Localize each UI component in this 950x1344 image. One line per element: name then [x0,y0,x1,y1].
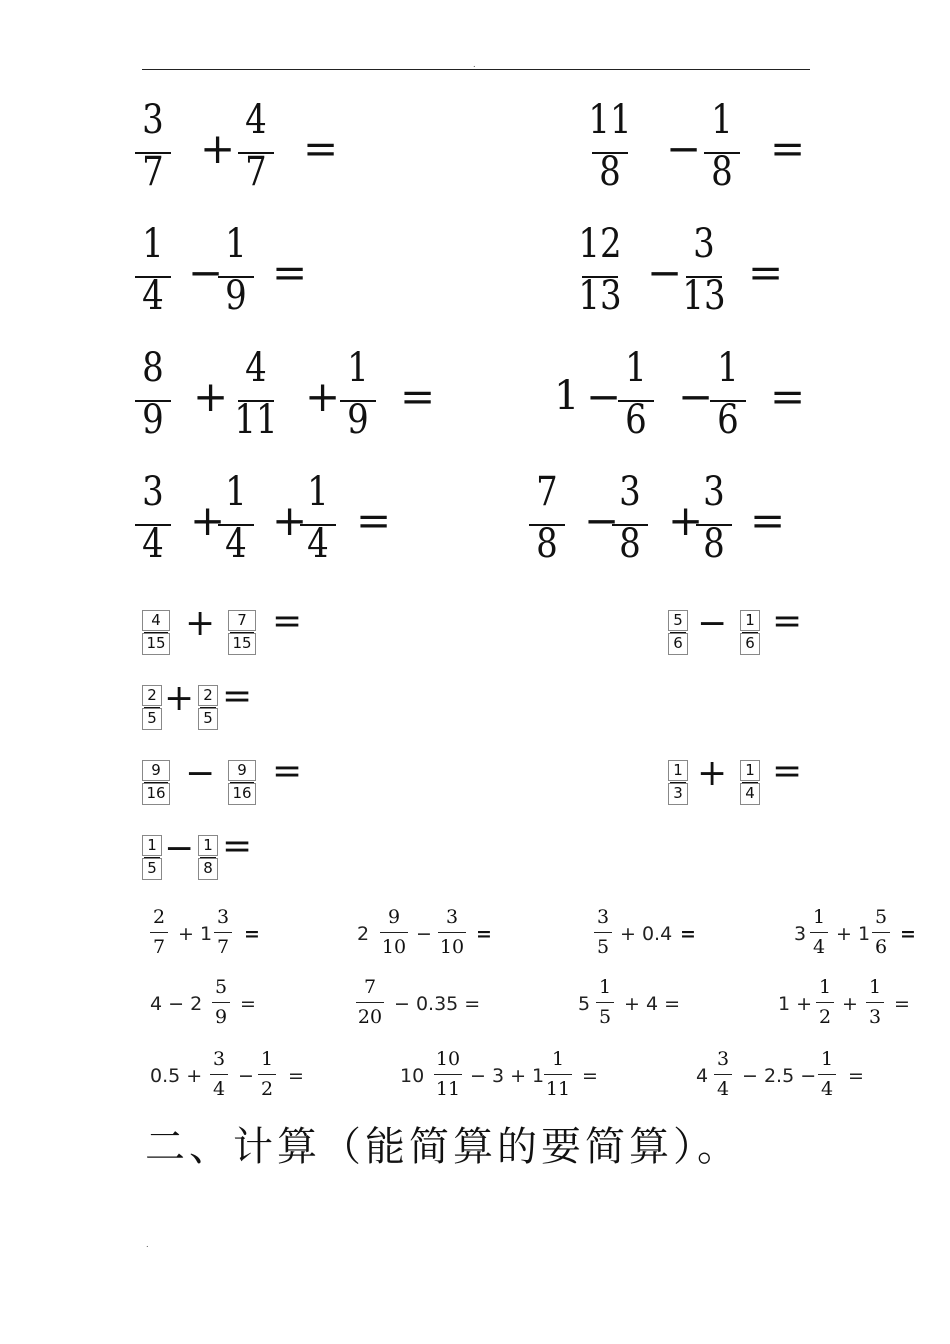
boxed-fraction [228,610,256,656]
fraction-bar [434,1074,462,1075]
fraction-bar [212,1002,230,1003]
fraction-denominator: 9 [225,273,247,319]
small-fraction [870,906,892,962]
boxed-fraction [142,835,162,881]
fraction-numerator: 4 [245,345,267,391]
fraction-numerator: 3 [216,906,230,928]
fraction-denominator: 6 [717,397,739,443]
fraction-denominator: 2 [260,1078,274,1100]
equals-sign: = [240,993,256,1015]
fraction-denominator: 11 [435,1078,461,1100]
operator-sign: − [586,372,622,421]
fraction-bar [144,857,160,858]
fraction-numerator: 7 [237,611,247,629]
whole-number: 10 [400,1065,425,1087]
fraction-denominator: 4 [820,1078,834,1100]
fraction-numerator: 1 [745,611,755,629]
boxed-fraction [142,610,170,656]
fraction-denominator: 4 [212,1078,226,1100]
fraction-bar [200,707,216,708]
operator-sign: + [272,496,308,545]
fraction-denominator: 13 [578,273,622,319]
text: + [842,993,858,1015]
equals-sign: = [303,124,339,173]
fraction-numerator: 2 [147,686,157,704]
text: + 4 = [624,993,681,1015]
fraction-denominator: 8 [619,521,641,567]
fraction-denominator: 5 [203,709,213,727]
small-fraction [594,976,616,1032]
fraction-bar [810,932,828,933]
fraction-denominator: 4 [716,1078,730,1100]
text: 0.5 + [150,1065,203,1087]
fraction-numerator: 1 [225,221,247,267]
fraction-bar [818,1074,836,1075]
small-fraction [436,906,468,962]
text: 1 + [778,993,813,1015]
fraction-denominator: 5 [147,709,157,727]
fraction-numerator: 1 [142,221,164,267]
boxed-fraction [668,760,688,806]
small-fraction [212,906,234,962]
small-fraction [814,976,836,1032]
fraction-denominator: 5 [598,1006,612,1028]
equals-sign: = [356,496,392,545]
plus-sign: + [185,603,216,644]
boxed-fraction [142,685,162,731]
fraction-denominator: 9 [142,397,164,443]
fraction-numerator: 11 [588,97,632,143]
fraction-bar [742,782,758,783]
fraction-numerator: 1 [812,906,826,928]
text: + 1 [836,923,871,945]
boxed-fraction [228,760,256,806]
fraction-bar [670,782,686,783]
fraction-denominator: 4 [307,521,329,567]
header-rule [142,69,810,70]
equals-sign: = [900,923,916,945]
fraction-bar [214,932,232,933]
fraction-numerator: 3 [142,469,164,515]
fraction-denominator: 15 [232,634,252,652]
whole-number: 3 [794,923,807,945]
text: + 1 [178,923,213,945]
fraction-denominator: 7 [216,936,230,958]
fraction-numerator: 7 [363,976,377,998]
fraction-bar [670,632,686,633]
operator-sign: − [584,496,620,545]
fraction-denominator: 4 [142,273,164,319]
fraction-bar [230,632,254,633]
equals-sign: = [772,601,803,642]
fraction-numerator: 1 [818,976,832,998]
fraction-numerator: 1 [347,345,369,391]
fraction-denominator: 11 [234,397,278,443]
fraction-denominator: 10 [439,936,465,958]
operator-sign: + [668,496,704,545]
bottom-marker: . [146,1240,149,1249]
fraction-numerator: 3 [596,906,610,928]
equals-sign: = [288,1065,304,1087]
fraction-numerator: 3 [716,1048,730,1070]
operator-sign: − [188,248,224,297]
fraction-numerator: 5 [214,976,228,998]
fraction-numerator: 1 [203,836,213,854]
operator-sign: − [647,248,683,297]
fraction-numerator: 1 [260,1048,274,1070]
small-fraction [864,976,886,1032]
boxed-fraction [142,760,170,806]
fraction-denominator: 16 [146,784,166,802]
equals-sign: = [476,923,492,945]
fraction-denominator: 8 [536,521,558,567]
fraction-bar [380,932,408,933]
fraction-numerator: 1 [711,97,733,143]
whole-number: 4 [696,1065,709,1087]
fraction-bar [594,932,612,933]
equals-sign: = [582,1065,598,1087]
fraction-numerator: 12 [578,221,622,267]
fraction-numerator: 3 [142,97,164,143]
fraction-bar [866,1002,884,1003]
fraction-denominator: 16 [232,784,252,802]
minus-sign: − [185,753,216,794]
fraction-bar [872,932,890,933]
fraction-bar [438,932,466,933]
small-fraction [378,906,410,962]
fraction-numerator: 1 [745,761,755,779]
boxed-fraction [740,760,760,806]
fraction-bar [714,1074,732,1075]
text: 4 − 2 [150,993,203,1015]
fraction-denominator: 4 [745,784,755,802]
fraction-denominator: 6 [673,634,683,652]
text: − [238,1065,254,1087]
fraction-bar [144,707,160,708]
fraction-bar [816,1002,834,1003]
fraction-numerator: 3 [619,469,641,515]
operator-sign: + [190,496,226,545]
equals-sign: = [272,601,303,642]
fraction-numerator: 3 [693,221,715,267]
section-heading: 二、计算（能简算的要简算）。 [145,1124,741,1170]
fraction-numerator: 9 [387,906,401,928]
text: − [416,923,432,945]
text: − 3 + 1 [470,1065,545,1087]
fraction-numerator: 5 [874,906,888,928]
whole-number: 5 [578,993,591,1015]
small-fraction [148,906,170,962]
fraction-denominator: 5 [596,936,610,958]
fraction-numerator: 4 [245,97,267,143]
equals-sign: = [680,923,696,945]
fraction-denominator: 6 [745,634,755,652]
fraction-denominator: 13 [682,273,726,319]
plus-sign: + [164,678,195,719]
fraction-numerator: 1 [868,976,882,998]
small-fraction [210,976,232,1032]
fraction-denominator: 8 [711,149,733,195]
operator-sign: − [678,372,714,421]
fraction-numerator: 9 [237,761,247,779]
fraction-denominator: 8 [203,859,213,877]
fraction-numerator: 1 [307,469,329,515]
operator-sign: + [193,372,229,421]
equals-sign: = [772,751,803,792]
top-marker: . [473,60,476,69]
fraction-numerator: 3 [445,906,459,928]
boxed-fraction [668,610,688,656]
small-fraction [712,1048,734,1104]
fraction-numerator: 2 [203,686,213,704]
equals-sign: = [222,826,253,867]
fraction-denominator: 7 [245,149,267,195]
fraction-bar [356,1002,384,1003]
fraction-numerator: 8 [142,345,164,391]
text: + 0.4 [620,923,673,945]
boxed-fraction [740,610,760,656]
fraction-denominator: 8 [703,521,725,567]
small-fraction [354,976,386,1032]
minus-sign: − [697,603,728,644]
equals-sign: = [770,372,806,421]
fraction-bar [144,782,168,783]
fraction-denominator: 15 [146,634,166,652]
fraction-numerator: 2 [152,906,166,928]
boxed-fraction [198,685,218,731]
equals-sign: = [770,124,806,173]
small-fraction [816,1048,838,1104]
operator-sign: + [305,372,341,421]
fraction-bar [210,1074,228,1075]
fraction-numerator: 7 [536,469,558,515]
boxed-fraction [198,835,218,881]
fraction-denominator: 3 [868,1006,882,1028]
equals-sign: = [244,923,260,945]
small-fraction [542,1048,574,1104]
text: − 0.35 = [394,993,481,1015]
fraction-denominator: 10 [381,936,407,958]
whole-number: 2 [357,923,370,945]
equals-sign: = [400,372,436,421]
equals-sign: = [894,993,910,1015]
equals-sign: = [272,751,303,792]
fraction-denominator: 20 [357,1006,383,1028]
fraction-denominator: 8 [599,149,621,195]
fraction-numerator: 9 [151,761,161,779]
fraction-denominator: 4 [225,521,247,567]
fraction-denominator: 6 [874,936,888,958]
fraction-bar [258,1074,276,1075]
fraction-denominator: 3 [673,784,683,802]
fraction-denominator: 4 [812,936,826,958]
plus-sign: + [697,753,728,794]
fraction-bar [150,932,168,933]
fraction-numerator: 1 [598,976,612,998]
whole-number: 1 [554,373,580,419]
fraction-numerator: 4 [151,611,161,629]
fraction-numerator: 3 [212,1048,226,1070]
operator-sign: − [666,124,702,173]
fraction-numerator: 5 [673,611,683,629]
equals-sign: = [272,248,308,297]
fraction-bar [742,632,758,633]
fraction-numerator: 1 [673,761,683,779]
equals-sign: = [222,676,253,717]
fraction-bar [596,1002,614,1003]
fraction-denominator: 7 [142,149,164,195]
fraction-denominator: 2 [818,1006,832,1028]
fraction-denominator: 9 [347,397,369,443]
fraction-numerator: 1 [147,836,157,854]
fraction-numerator: 1 [820,1048,834,1070]
fraction-bar [544,1074,572,1075]
fraction-denominator: 7 [152,936,166,958]
fraction-numerator: 1 [225,469,247,515]
text: − 2.5 − [742,1065,817,1087]
small-fraction [808,906,830,962]
fraction-numerator: 10 [435,1048,461,1070]
fraction-denominator: 11 [545,1078,571,1100]
equals-sign: = [750,496,786,545]
equals-sign: = [748,248,784,297]
fraction-numerator: 1 [625,345,647,391]
fraction-bar [144,632,168,633]
fraction-denominator: 5 [147,859,157,877]
fraction-bar [200,857,216,858]
small-fraction [432,1048,464,1104]
small-fraction [592,906,614,962]
fraction-numerator: 3 [703,469,725,515]
operator-sign: + [200,124,236,173]
fraction-numerator: 1 [717,345,739,391]
equals-sign: = [848,1065,864,1087]
small-fraction [208,1048,230,1104]
fraction-denominator: 9 [214,1006,228,1028]
fraction-numerator: 1 [551,1048,565,1070]
minus-sign: − [164,828,195,869]
fraction-bar [230,782,254,783]
fraction-denominator: 6 [625,397,647,443]
fraction-denominator: 4 [142,521,164,567]
small-fraction [256,1048,278,1104]
